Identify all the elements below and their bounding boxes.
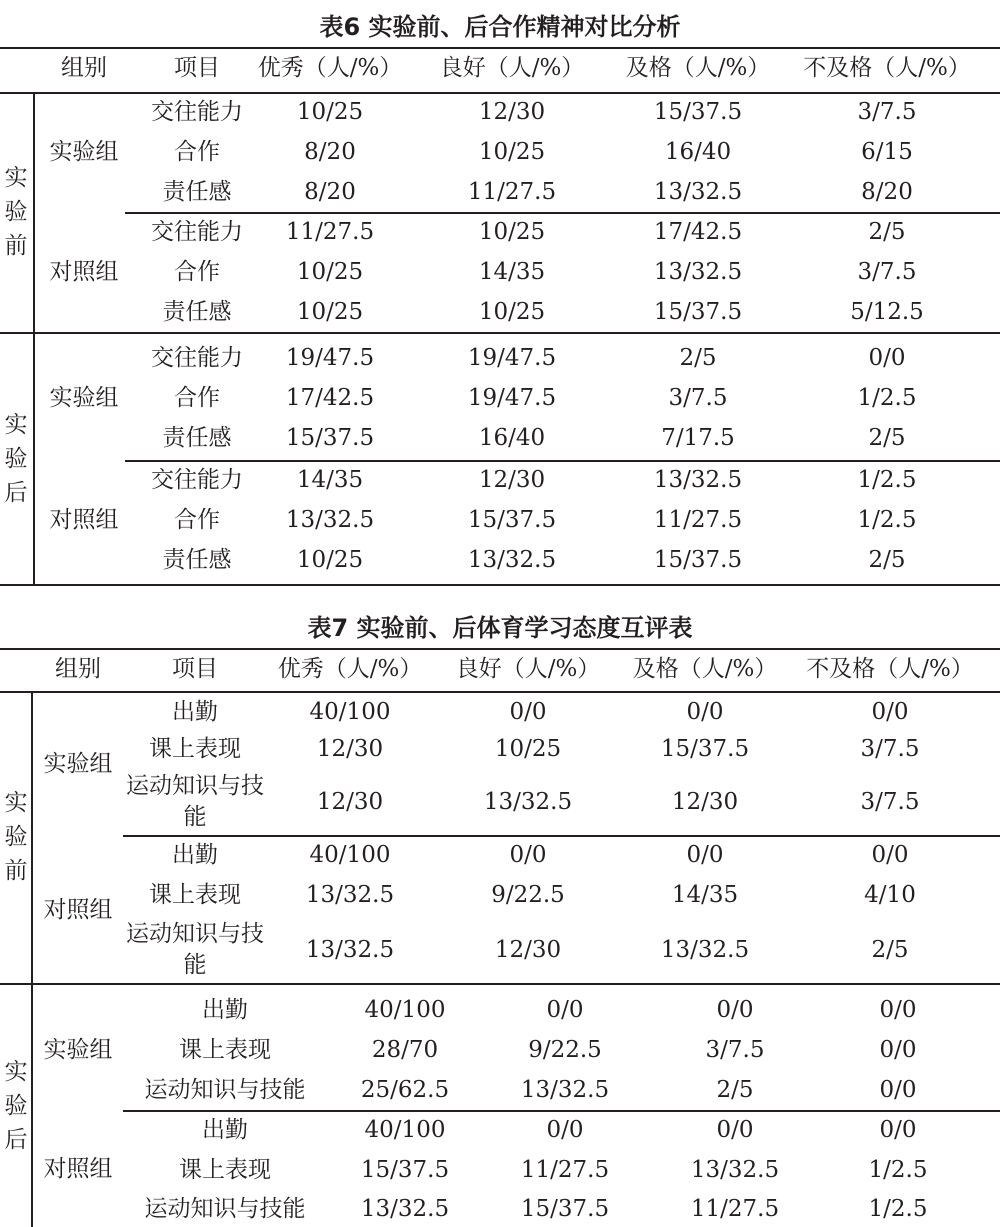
value-cell: 2/5 — [868, 547, 906, 573]
value-cell: 10/25 — [296, 299, 364, 325]
table-bottom-rule — [0, 584, 1000, 586]
row-item-label: 出勤 — [172, 698, 218, 725]
value-cell: 13/32.5 — [483, 788, 573, 815]
value-cell: 10/25 — [296, 259, 364, 285]
value-cell: 0/0 — [879, 1037, 917, 1063]
column-header: 良好（人/%） — [439, 55, 585, 81]
phase-divider — [31, 691, 33, 1227]
value-cell: 15/37.5 — [285, 425, 375, 451]
row-item-label: 出勤 — [172, 842, 218, 868]
row-item-label: 运动知识与技能 — [144, 1077, 306, 1103]
column-header: 及格（人/%） — [632, 656, 778, 682]
value-cell: 0/0 — [509, 842, 547, 868]
value-cell: 3/7.5 — [857, 99, 917, 125]
value-cell: 10/25 — [296, 99, 364, 125]
row-item-label: 责任感 — [162, 425, 232, 451]
group-label: 对照组 — [43, 1155, 113, 1182]
value-cell: 13/32.5 — [653, 467, 743, 493]
value-cell: 12/30 — [316, 788, 384, 815]
value-cell: 1/2.5 — [857, 467, 917, 493]
row-item-label: 责任感 — [162, 547, 232, 573]
column-header: 项目 — [174, 55, 220, 81]
value-cell: 11/27.5 — [520, 1157, 610, 1183]
group-label: 实验组 — [49, 139, 119, 165]
value-cell: 13/32.5 — [360, 1195, 450, 1222]
value-cell: 2/5 — [871, 937, 909, 963]
column-header: 组别 — [61, 55, 107, 81]
value-cell: 9/22.5 — [491, 882, 565, 908]
value-cell: 3/7.5 — [857, 259, 917, 285]
value-cell: 0/0 — [716, 997, 754, 1023]
value-cell: 9/22.5 — [528, 1037, 602, 1063]
value-cell: 11/27.5 — [653, 507, 743, 533]
value-cell: 8/20 — [304, 179, 356, 205]
column-header: 不及格（人/%） — [803, 55, 971, 81]
value-cell: 1/2.5 — [857, 507, 917, 533]
group-rule — [123, 835, 1000, 837]
value-cell: 8/20 — [861, 179, 913, 205]
value-cell: 0/0 — [871, 842, 909, 868]
value-cell: 13/32.5 — [305, 882, 395, 908]
column-header: 组别 — [55, 656, 101, 682]
column-header: 优秀（人/%） — [257, 55, 403, 81]
value-cell: 3/7.5 — [860, 788, 920, 815]
row-item-label: 出勤 — [202, 997, 248, 1023]
value-cell: 16/40 — [478, 425, 546, 451]
column-header: 及格（人/%） — [625, 55, 771, 81]
value-cell: 15/37.5 — [653, 99, 743, 125]
value-cell: 0/0 — [879, 1117, 917, 1143]
value-cell: 5/12.5 — [850, 299, 924, 325]
value-cell: 2/5 — [716, 1077, 754, 1103]
value-cell: 10/25 — [478, 299, 546, 325]
row-item-label: 合作 — [174, 507, 220, 533]
value-cell: 13/32.5 — [690, 1157, 780, 1183]
row-item-label: 课上表现 — [149, 882, 241, 908]
value-cell: 12/30 — [316, 736, 384, 762]
value-cell: 2/5 — [868, 425, 906, 451]
row-item-label: 课上表现 — [179, 1157, 271, 1183]
value-cell: 13/32.5 — [305, 937, 395, 963]
table-top-rule — [0, 47, 1000, 49]
value-cell: 15/37.5 — [467, 507, 557, 533]
group-rule — [125, 212, 1000, 214]
value-cell: 0/0 — [546, 1117, 584, 1143]
value-cell: 1/2.5 — [857, 385, 917, 411]
row-item-label: 责任感 — [162, 299, 232, 325]
value-cell: 2/5 — [868, 219, 906, 245]
row-item-label: 责任感 — [162, 179, 232, 205]
value-cell: 2/5 — [679, 345, 717, 371]
value-cell: 13/32.5 — [520, 1077, 610, 1103]
value-cell: 0/0 — [509, 698, 547, 725]
row-item-label: 合作 — [174, 259, 220, 285]
value-cell: 10/25 — [478, 219, 546, 245]
value-cell: 0/0 — [686, 842, 724, 868]
row-item-label: 出勤 — [202, 1117, 248, 1143]
value-cell: 12/30 — [494, 937, 562, 963]
header-rule — [0, 92, 1000, 94]
row-item-label: 运动知识与技能 — [144, 1195, 306, 1222]
value-cell: 11/27.5 — [285, 219, 375, 245]
value-cell: 13/32.5 — [660, 937, 750, 963]
value-cell: 1/2.5 — [868, 1157, 928, 1183]
group-label: 实验组 — [49, 385, 119, 411]
row-item-label: 课上表现 — [149, 736, 241, 762]
group-label: 对照组 — [43, 897, 113, 923]
header-rule — [0, 691, 1000, 693]
value-cell: 40/100 — [309, 698, 391, 725]
value-cell: 0/0 — [868, 345, 906, 371]
value-cell: 10/25 — [296, 547, 364, 573]
column-header: 良好（人/%） — [455, 656, 601, 682]
value-cell: 12/30 — [478, 99, 546, 125]
value-cell: 0/0 — [879, 1077, 917, 1103]
value-cell: 40/100 — [364, 997, 446, 1023]
value-cell: 11/27.5 — [690, 1195, 780, 1222]
phase-rule — [0, 983, 1000, 985]
value-cell: 28/70 — [371, 1037, 439, 1063]
row-item-label: 交往能力 — [151, 99, 243, 125]
value-cell: 14/35 — [296, 467, 364, 493]
group-label: 实验组 — [43, 1037, 113, 1063]
group-label: 对照组 — [49, 507, 119, 533]
value-cell: 12/30 — [671, 788, 739, 815]
value-cell: 0/0 — [546, 997, 584, 1023]
value-cell: 0/0 — [716, 1117, 754, 1143]
value-cell: 8/20 — [304, 139, 356, 165]
table-top-rule — [0, 648, 1000, 650]
value-cell: 0/0 — [686, 698, 724, 725]
group-label: 实验组 — [43, 751, 113, 777]
column-header: 项目 — [172, 656, 218, 682]
value-cell: 7/17.5 — [661, 425, 735, 451]
value-cell: 13/32.5 — [285, 507, 375, 533]
column-header: 不及格（人/%） — [806, 656, 974, 682]
value-cell: 15/37.5 — [653, 547, 743, 573]
value-cell: 15/37.5 — [360, 1157, 450, 1183]
table-6-title: 表6 实验前、后合作精神对比分析 — [319, 13, 681, 41]
value-cell: 3/7.5 — [860, 736, 920, 762]
value-cell: 25/62.5 — [360, 1077, 450, 1103]
value-cell: 12/30 — [478, 467, 546, 493]
phase-rule — [0, 332, 1000, 334]
value-cell: 13/32.5 — [653, 259, 743, 285]
value-cell: 4/10 — [864, 882, 916, 908]
table-7-title: 表7 实验前、后体育学习态度互评表 — [307, 614, 693, 642]
value-cell: 14/35 — [671, 882, 739, 908]
value-cell: 40/100 — [364, 1117, 446, 1143]
value-cell: 3/7.5 — [668, 385, 728, 411]
row-item-label: 课上表现 — [179, 1037, 271, 1063]
row-item-label: 合作 — [174, 385, 220, 411]
row-item-label: 合作 — [174, 139, 220, 165]
value-cell: 40/100 — [309, 842, 391, 868]
row-item-label: 交往能力 — [151, 467, 243, 493]
value-cell: 6/15 — [861, 139, 913, 165]
value-cell: 19/47.5 — [467, 385, 557, 411]
phase-label: 实验前 — [4, 790, 28, 884]
value-cell: 3/7.5 — [705, 1037, 765, 1063]
value-cell: 16/40 — [664, 139, 732, 165]
value-cell: 1/2.5 — [868, 1195, 928, 1222]
value-cell: 17/42.5 — [653, 219, 743, 245]
group-label: 对照组 — [49, 259, 119, 285]
row-item-label: 交往能力 — [151, 219, 243, 245]
value-cell: 14/35 — [478, 259, 546, 285]
value-cell: 10/25 — [478, 139, 546, 165]
row-item-label: 运动知识与技能 — [126, 921, 264, 978]
phase-label: 实验前 — [4, 165, 28, 259]
value-cell: 11/27.5 — [467, 179, 557, 205]
row-item-label: 运动知识与技能 — [126, 772, 264, 830]
value-cell: 13/32.5 — [653, 179, 743, 205]
phase-label: 实验后 — [4, 1059, 28, 1153]
value-cell: 15/37.5 — [660, 736, 750, 762]
value-cell: 0/0 — [879, 997, 917, 1023]
value-cell: 15/37.5 — [520, 1195, 610, 1222]
row-item-label: 交往能力 — [151, 345, 243, 371]
phase-divider — [33, 92, 35, 584]
value-cell: 15/37.5 — [653, 299, 743, 325]
value-cell: 17/42.5 — [285, 385, 375, 411]
phase-label: 实验后 — [4, 412, 28, 506]
value-cell: 0/0 — [871, 698, 909, 725]
group-rule — [125, 460, 1000, 462]
value-cell: 19/47.5 — [467, 345, 557, 371]
value-cell: 19/47.5 — [285, 345, 375, 371]
value-cell: 10/25 — [494, 736, 562, 762]
value-cell: 13/32.5 — [467, 547, 557, 573]
group-rule — [123, 1110, 1000, 1112]
column-header: 优秀（人/%） — [277, 656, 423, 682]
